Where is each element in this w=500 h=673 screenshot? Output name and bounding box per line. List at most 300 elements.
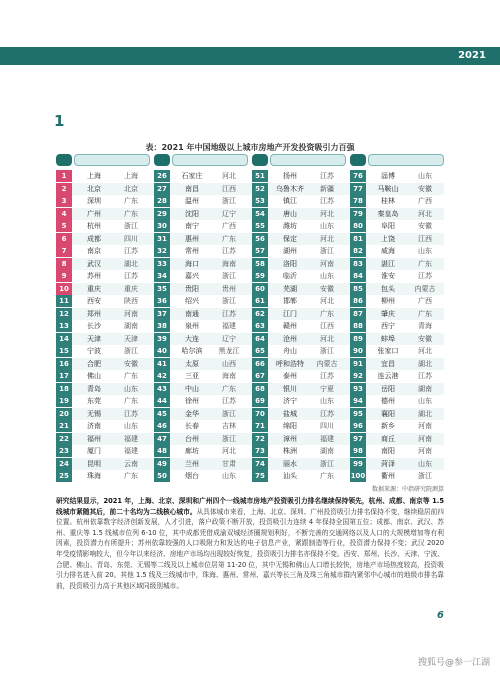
province-cell: 辽宁 <box>222 334 236 343</box>
province-cell: 河南 <box>418 422 432 430</box>
province-cell: 河北 <box>320 334 334 343</box>
city-cell: 呼和浩特 <box>276 359 304 368</box>
province-cell: 河北 <box>320 234 334 243</box>
rank-cell: 67 <box>252 370 268 382</box>
province-cell: 重庆 <box>124 284 138 293</box>
rank-cell: 13 <box>56 320 72 332</box>
province-cell: 浙江 <box>222 197 236 205</box>
city-cell: 宁波 <box>87 347 101 355</box>
rank-cell: 54 <box>252 208 268 220</box>
rank-cell: 64 <box>252 333 268 345</box>
rank-cell: 58 <box>252 258 268 270</box>
city-cell: 淄博 <box>381 172 395 180</box>
province-cell: 山东 <box>418 247 432 255</box>
city-cell: 肇庆 <box>381 309 395 318</box>
province-cell: 河北 <box>320 297 334 305</box>
city-cell: 廊坊 <box>185 447 199 455</box>
rank-cell: 73 <box>252 445 268 457</box>
city-cell: 绵阳 <box>283 422 297 430</box>
province-cell: 北京 <box>124 184 138 193</box>
city-cell: 芜湖 <box>283 284 297 293</box>
city-cell: 湖州 <box>283 247 297 255</box>
rank-cell: 85 <box>350 283 366 295</box>
header-bar <box>0 47 500 65</box>
rank-cell: 45 <box>154 408 170 420</box>
province-cell: 浙江 <box>320 347 334 355</box>
province-cell: 广东 <box>222 384 236 393</box>
city-cell: 沧州 <box>283 334 297 343</box>
rank-cell: 21 <box>56 420 72 432</box>
data-source: 数据来源：中指研究院测算 <box>371 486 444 493</box>
province-cell: 湖南 <box>124 322 138 330</box>
city-cell: 郑州 <box>87 309 101 318</box>
rank-cell: 93 <box>350 383 366 395</box>
city-cell: 泰州 <box>283 372 297 380</box>
province-cell: 江西 <box>222 184 236 193</box>
province-cell: 浙江 <box>320 459 334 468</box>
province-cell: 青海 <box>418 322 432 330</box>
province-cell: 广西 <box>418 297 432 305</box>
province-cell: 湖北 <box>124 259 138 268</box>
rank-cell: 5 <box>56 220 72 232</box>
rank-cell: 53 <box>252 195 268 207</box>
rank-cell: 59 <box>252 270 268 282</box>
rank-cell: 72 <box>252 433 268 445</box>
city-cell: 绍兴 <box>185 297 199 305</box>
city-cell: 上海 <box>87 172 101 180</box>
city-cell: 邯郸 <box>283 297 297 305</box>
province-cell: 海南 <box>222 259 236 268</box>
province-cell: 广东 <box>124 372 138 380</box>
rank-cell: 27 <box>154 183 170 195</box>
province-cell: 广西 <box>418 197 432 205</box>
tab-city-prov-3 <box>270 154 346 166</box>
rank-cell: 37 <box>154 308 170 320</box>
rank-cell: 28 <box>154 195 170 207</box>
city-cell: 三亚 <box>185 372 199 380</box>
rank-cell: 100 <box>350 472 366 480</box>
province-cell: 广东 <box>124 209 138 218</box>
province-cell: 安徽 <box>418 222 432 230</box>
city-cell: 西安 <box>87 297 101 305</box>
province-cell: 陕西 <box>124 297 138 305</box>
rank-cell: 17 <box>56 370 72 382</box>
province-cell: 广东 <box>320 472 334 480</box>
province-cell: 福建 <box>320 434 334 443</box>
rank-cell: 48 <box>154 445 170 457</box>
rank-cell: 81 <box>350 233 366 245</box>
province-cell: 天津 <box>124 334 138 343</box>
province-cell: 河北 <box>418 209 432 218</box>
city-cell: 烟台 <box>185 472 199 480</box>
province-cell: 江苏 <box>320 409 334 418</box>
rank-cell: 16 <box>56 358 72 370</box>
rank-cell: 18 <box>56 383 72 395</box>
province-cell: 浙江 <box>222 297 236 305</box>
rank-cell: 19 <box>56 395 72 407</box>
province-cell: 河北 <box>418 347 432 355</box>
rank-cell: 32 <box>154 245 170 257</box>
rank-cell: 75 <box>252 470 268 482</box>
rank-cell: 52 <box>252 183 268 195</box>
rank-cell: 30 <box>154 220 170 232</box>
rank-cell: 41 <box>154 358 170 370</box>
city-cell: 南阳 <box>381 447 395 455</box>
city-cell: 济南 <box>87 422 101 430</box>
city-cell: 东莞 <box>87 397 101 405</box>
rank-cell: 76 <box>350 170 366 182</box>
province-cell: 河北 <box>320 209 334 218</box>
province-cell: 江苏 <box>124 409 138 418</box>
city-cell: 湛江 <box>381 259 395 268</box>
rank-cell: 63 <box>252 320 268 332</box>
rank-cell: 36 <box>154 295 170 307</box>
city-cell: 长春 <box>185 422 199 430</box>
city-cell: 徐州 <box>185 397 199 405</box>
province-cell: 河南 <box>418 447 432 455</box>
rank-cell: 56 <box>252 233 268 245</box>
city-cell: 青岛 <box>87 384 101 393</box>
province-cell: 湖南 <box>320 447 334 455</box>
province-cell: 广东 <box>124 197 138 205</box>
province-cell: 河南 <box>418 434 432 443</box>
province-cell: 广东 <box>418 259 432 268</box>
province-cell: 浙江 <box>124 347 138 355</box>
rank-cell: 74 <box>252 458 268 470</box>
rank-cell: 87 <box>350 308 366 320</box>
city-cell: 南通 <box>185 309 199 318</box>
city-cell: 南昌 <box>185 184 199 193</box>
province-cell: 浙江 <box>124 222 138 230</box>
city-cell: 菏泽 <box>381 459 395 468</box>
rank-cell: 24 <box>56 458 72 470</box>
city-cell: 新乡 <box>381 422 395 430</box>
province-cell: 宁夏 <box>320 384 334 393</box>
province-cell: 湖南 <box>418 384 432 393</box>
province-cell: 内蒙古 <box>414 284 436 293</box>
city-cell: 漳州 <box>283 434 297 443</box>
rank-cell: 33 <box>154 258 170 270</box>
table-title: 表：2021 年中国地级以上城市房地产开发投资吸引力百强 <box>145 143 355 152</box>
province-cell: 浙江 <box>320 247 334 255</box>
city-cell: 德州 <box>381 397 395 405</box>
rank-cell: 78 <box>350 195 366 207</box>
rank-cell: 92 <box>350 370 366 382</box>
city-cell: 哈尔滨 <box>181 347 203 355</box>
city-cell: 昆明 <box>87 459 101 468</box>
rank-cell: 96 <box>350 420 366 432</box>
city-cell: 金华 <box>185 409 199 418</box>
province-cell: 福建 <box>222 322 236 330</box>
rank-cell: 47 <box>154 433 170 445</box>
rank-cell: 43 <box>154 383 170 395</box>
province-cell: 贵州 <box>222 284 236 293</box>
city-cell: 唐山 <box>283 209 297 218</box>
city-cell: 天津 <box>87 334 101 343</box>
province-cell: 新疆 <box>320 184 334 193</box>
rank-cell: 22 <box>56 433 72 445</box>
city-cell: 嘉兴 <box>185 272 199 280</box>
city-cell: 桂林 <box>381 197 395 205</box>
city-cell: 合肥 <box>87 359 101 368</box>
rank-cell: 99 <box>350 458 366 470</box>
city-cell: 兰州 <box>185 459 199 468</box>
city-cell: 泉州 <box>185 322 199 330</box>
lead-sentence: 研究结果显示，2021 年，上海、北京、深圳和广州四个一线城市房地产投资吸引力排名继续保持领先，杭州、成都、南京等 1.5 线城市紧随其后，前二十名均为二线核心城市。 <box>56 497 444 516</box>
rank-cell: 68 <box>252 383 268 395</box>
province-cell: 湖北 <box>418 409 432 418</box>
rank-cell: 44 <box>154 395 170 407</box>
rank-cell: 51 <box>252 170 268 182</box>
city-cell: 武汉 <box>87 259 101 268</box>
province-cell: 安徽 <box>418 334 432 343</box>
province-cell: 江苏 <box>320 372 334 380</box>
city-cell: 保定 <box>283 234 297 243</box>
chapter-number: 1 <box>54 112 65 130</box>
rank-cell: 61 <box>252 295 268 307</box>
rank-cell: 23 <box>56 445 72 457</box>
city-cell: 蚌埠 <box>381 334 395 343</box>
city-cell: 贵阳 <box>185 284 199 293</box>
province-cell: 浙江 <box>418 472 432 480</box>
province-cell: 江苏 <box>124 247 138 255</box>
province-cell: 江苏 <box>418 272 432 280</box>
city-cell: 岳阳 <box>381 384 395 393</box>
rank-cell: 71 <box>252 420 268 432</box>
city-cell: 常州 <box>185 247 199 255</box>
city-cell: 中山 <box>185 384 199 393</box>
rank-cell: 94 <box>350 395 366 407</box>
city-cell: 马鞍山 <box>377 184 399 193</box>
city-cell: 海口 <box>185 259 199 268</box>
rank-cell: 10 <box>56 283 72 295</box>
rank-cell: 77 <box>350 183 366 195</box>
city-cell: 南京 <box>87 247 101 255</box>
province-cell: 云南 <box>124 459 138 468</box>
rank-cell: 90 <box>350 345 366 357</box>
watermark: 搜狐号@参一江湖 <box>417 658 490 668</box>
rank-cell: 69 <box>252 395 268 407</box>
province-cell: 安徽 <box>418 184 432 193</box>
body-paragraph <box>56 496 444 591</box>
province-cell: 广东 <box>320 309 334 318</box>
city-cell: 成都 <box>87 234 101 243</box>
rank-cell: 70 <box>252 408 268 420</box>
province-cell: 江西 <box>418 234 432 243</box>
province-cell: 湖北 <box>418 359 432 368</box>
city-cell: 苏州 <box>87 272 101 280</box>
rank-cell: 31 <box>154 233 170 245</box>
province-cell: 江苏 <box>320 172 334 180</box>
province-cell: 江苏 <box>222 309 236 318</box>
rank-cell: 65 <box>252 345 268 357</box>
rank-cell: 97 <box>350 433 366 445</box>
city-cell: 长沙 <box>87 322 101 330</box>
rank-cell: 84 <box>350 270 366 282</box>
city-cell: 北京 <box>87 184 101 193</box>
tab-rank-4 <box>350 154 366 166</box>
rank-cell: 9 <box>56 270 72 282</box>
city-cell: 济宁 <box>283 397 297 405</box>
tab-rank-3 <box>252 154 268 166</box>
province-cell: 山东 <box>320 272 334 280</box>
province-cell: 四川 <box>320 422 334 430</box>
province-cell: 山东 <box>124 384 138 393</box>
rank-cell: 49 <box>154 458 170 470</box>
city-cell: 汕头 <box>283 472 297 480</box>
tab-rank-1 <box>56 154 72 166</box>
rank-cell: 8 <box>56 258 72 270</box>
city-cell: 乌鲁木齐 <box>276 184 304 193</box>
tab-rank-2 <box>154 154 170 166</box>
rank-cell: 40 <box>154 345 170 357</box>
city-cell: 台州 <box>185 434 199 443</box>
city-cell: 镇江 <box>283 197 297 205</box>
rank-cell: 42 <box>154 370 170 382</box>
city-cell: 连云港 <box>377 372 399 380</box>
province-cell: 江苏 <box>222 397 236 405</box>
rank-cell: 39 <box>154 333 170 345</box>
rank-cell: 57 <box>252 245 268 257</box>
city-cell: 银川 <box>283 384 297 393</box>
province-cell: 福建 <box>124 434 138 443</box>
province-cell: 内蒙古 <box>316 359 338 368</box>
city-cell: 威海 <box>381 247 395 255</box>
rank-cell: 55 <box>252 220 268 232</box>
province-cell: 安徽 <box>124 359 138 368</box>
rank-cell: 60 <box>252 283 268 295</box>
rank-cell: 15 <box>56 345 72 357</box>
rank-cell: 11 <box>56 295 72 307</box>
city-cell: 惠州 <box>185 234 199 243</box>
city-cell: 包头 <box>381 284 395 293</box>
page-number: 6 <box>437 610 444 621</box>
city-cell: 沈阳 <box>185 209 199 218</box>
rank-cell: 83 <box>350 258 366 270</box>
city-cell: 扬州 <box>283 172 297 180</box>
rank-cell: 14 <box>56 333 72 345</box>
city-cell: 襄阳 <box>381 409 395 418</box>
city-cell: 重庆 <box>87 284 101 293</box>
province-cell: 江苏 <box>320 197 334 205</box>
city-cell: 丽水 <box>283 459 297 468</box>
province-cell: 黑龙江 <box>218 347 240 355</box>
province-cell: 江苏 <box>222 247 236 255</box>
province-cell: 安徽 <box>320 284 334 293</box>
city-cell: 石家庄 <box>181 172 203 180</box>
city-cell: 佛山 <box>87 372 101 380</box>
rank-cell: 38 <box>154 320 170 332</box>
tab-city-prov-2 <box>172 154 248 166</box>
city-cell: 柳州 <box>381 297 395 305</box>
province-cell: 广西 <box>222 222 236 230</box>
rank-cell: 95 <box>350 408 366 420</box>
rank-cell: 50 <box>154 470 170 482</box>
rank-cell: 79 <box>350 208 366 220</box>
province-cell: 甘肃 <box>222 459 236 468</box>
tab-city-prov-1 <box>74 154 150 166</box>
city-cell: 江门 <box>283 309 297 318</box>
province-cell: 山东 <box>418 397 432 405</box>
province-cell: 河南 <box>124 309 138 318</box>
province-cell: 辽宁 <box>222 209 236 218</box>
city-cell: 无锡 <box>87 409 101 418</box>
city-cell: 西宁 <box>381 322 395 330</box>
province-cell: 山东 <box>418 459 432 468</box>
rank-cell: 62 <box>252 308 268 320</box>
province-cell: 浙江 <box>222 272 236 280</box>
province-cell: 浙江 <box>222 434 236 443</box>
province-cell: 河南 <box>320 259 334 268</box>
province-cell: 广东 <box>124 397 138 405</box>
rank-cell: 89 <box>350 333 366 345</box>
city-cell: 商丘 <box>381 434 395 443</box>
province-cell: 山东 <box>124 422 138 430</box>
column-header-tabs <box>56 154 444 168</box>
rank-cell: 46 <box>154 420 170 432</box>
city-cell: 张家口 <box>377 347 399 355</box>
province-cell: 河北 <box>222 172 236 180</box>
rank-cell: 35 <box>154 283 170 295</box>
province-cell: 浙江 <box>222 409 236 418</box>
city-cell: 赣州 <box>283 322 297 330</box>
year-badge: 2021 <box>444 47 500 65</box>
city-cell: 衢州 <box>381 472 395 480</box>
city-cell: 盐城 <box>283 409 297 418</box>
city-cell: 温州 <box>185 197 199 205</box>
rank-cell: 82 <box>350 245 366 257</box>
rank-cell: 91 <box>350 358 366 370</box>
province-cell: 四川 <box>124 234 138 243</box>
city-cell: 上饶 <box>381 234 395 243</box>
province-cell: 广东 <box>222 234 236 243</box>
city-cell: 潍坊 <box>283 222 297 230</box>
province-cell: 吉林 <box>222 422 236 430</box>
rank-cell: 25 <box>56 470 72 482</box>
rank-cell: 66 <box>252 358 268 370</box>
rank-cell: 29 <box>154 208 170 220</box>
city-cell: 广州 <box>87 209 101 218</box>
province-cell: 山东 <box>418 172 432 180</box>
city-cell: 宜昌 <box>381 359 395 368</box>
city-cell: 南宁 <box>185 222 199 230</box>
city-cell: 株洲 <box>283 447 297 455</box>
city-cell: 舟山 <box>283 347 297 355</box>
province-cell: 海南 <box>222 372 236 380</box>
city-cell: 秦皇岛 <box>377 209 399 218</box>
province-cell: 山西 <box>222 359 236 368</box>
rank-cell: 2 <box>56 183 72 195</box>
rank-cell: 98 <box>350 445 366 457</box>
province-cell: 广东 <box>124 472 138 480</box>
rank-cell: 20 <box>56 408 72 420</box>
rank-cell: 6 <box>56 233 72 245</box>
city-cell: 福州 <box>87 434 101 443</box>
rank-cell: 88 <box>350 320 366 332</box>
city-cell: 太原 <box>185 359 199 368</box>
province-cell: 山东 <box>222 472 236 480</box>
rank-cell: 3 <box>56 195 72 207</box>
city-cell: 临沂 <box>283 272 297 280</box>
city-cell: 大连 <box>185 334 199 343</box>
province-cell: 广东 <box>418 309 432 318</box>
province-cell: 福建 <box>124 447 138 455</box>
province-cell: 山东 <box>320 397 334 405</box>
tab-city-prov-4 <box>368 154 444 166</box>
province-cell: 江苏 <box>418 372 432 380</box>
city-cell: 阜阳 <box>381 222 395 230</box>
rank-cell: 80 <box>350 220 366 232</box>
